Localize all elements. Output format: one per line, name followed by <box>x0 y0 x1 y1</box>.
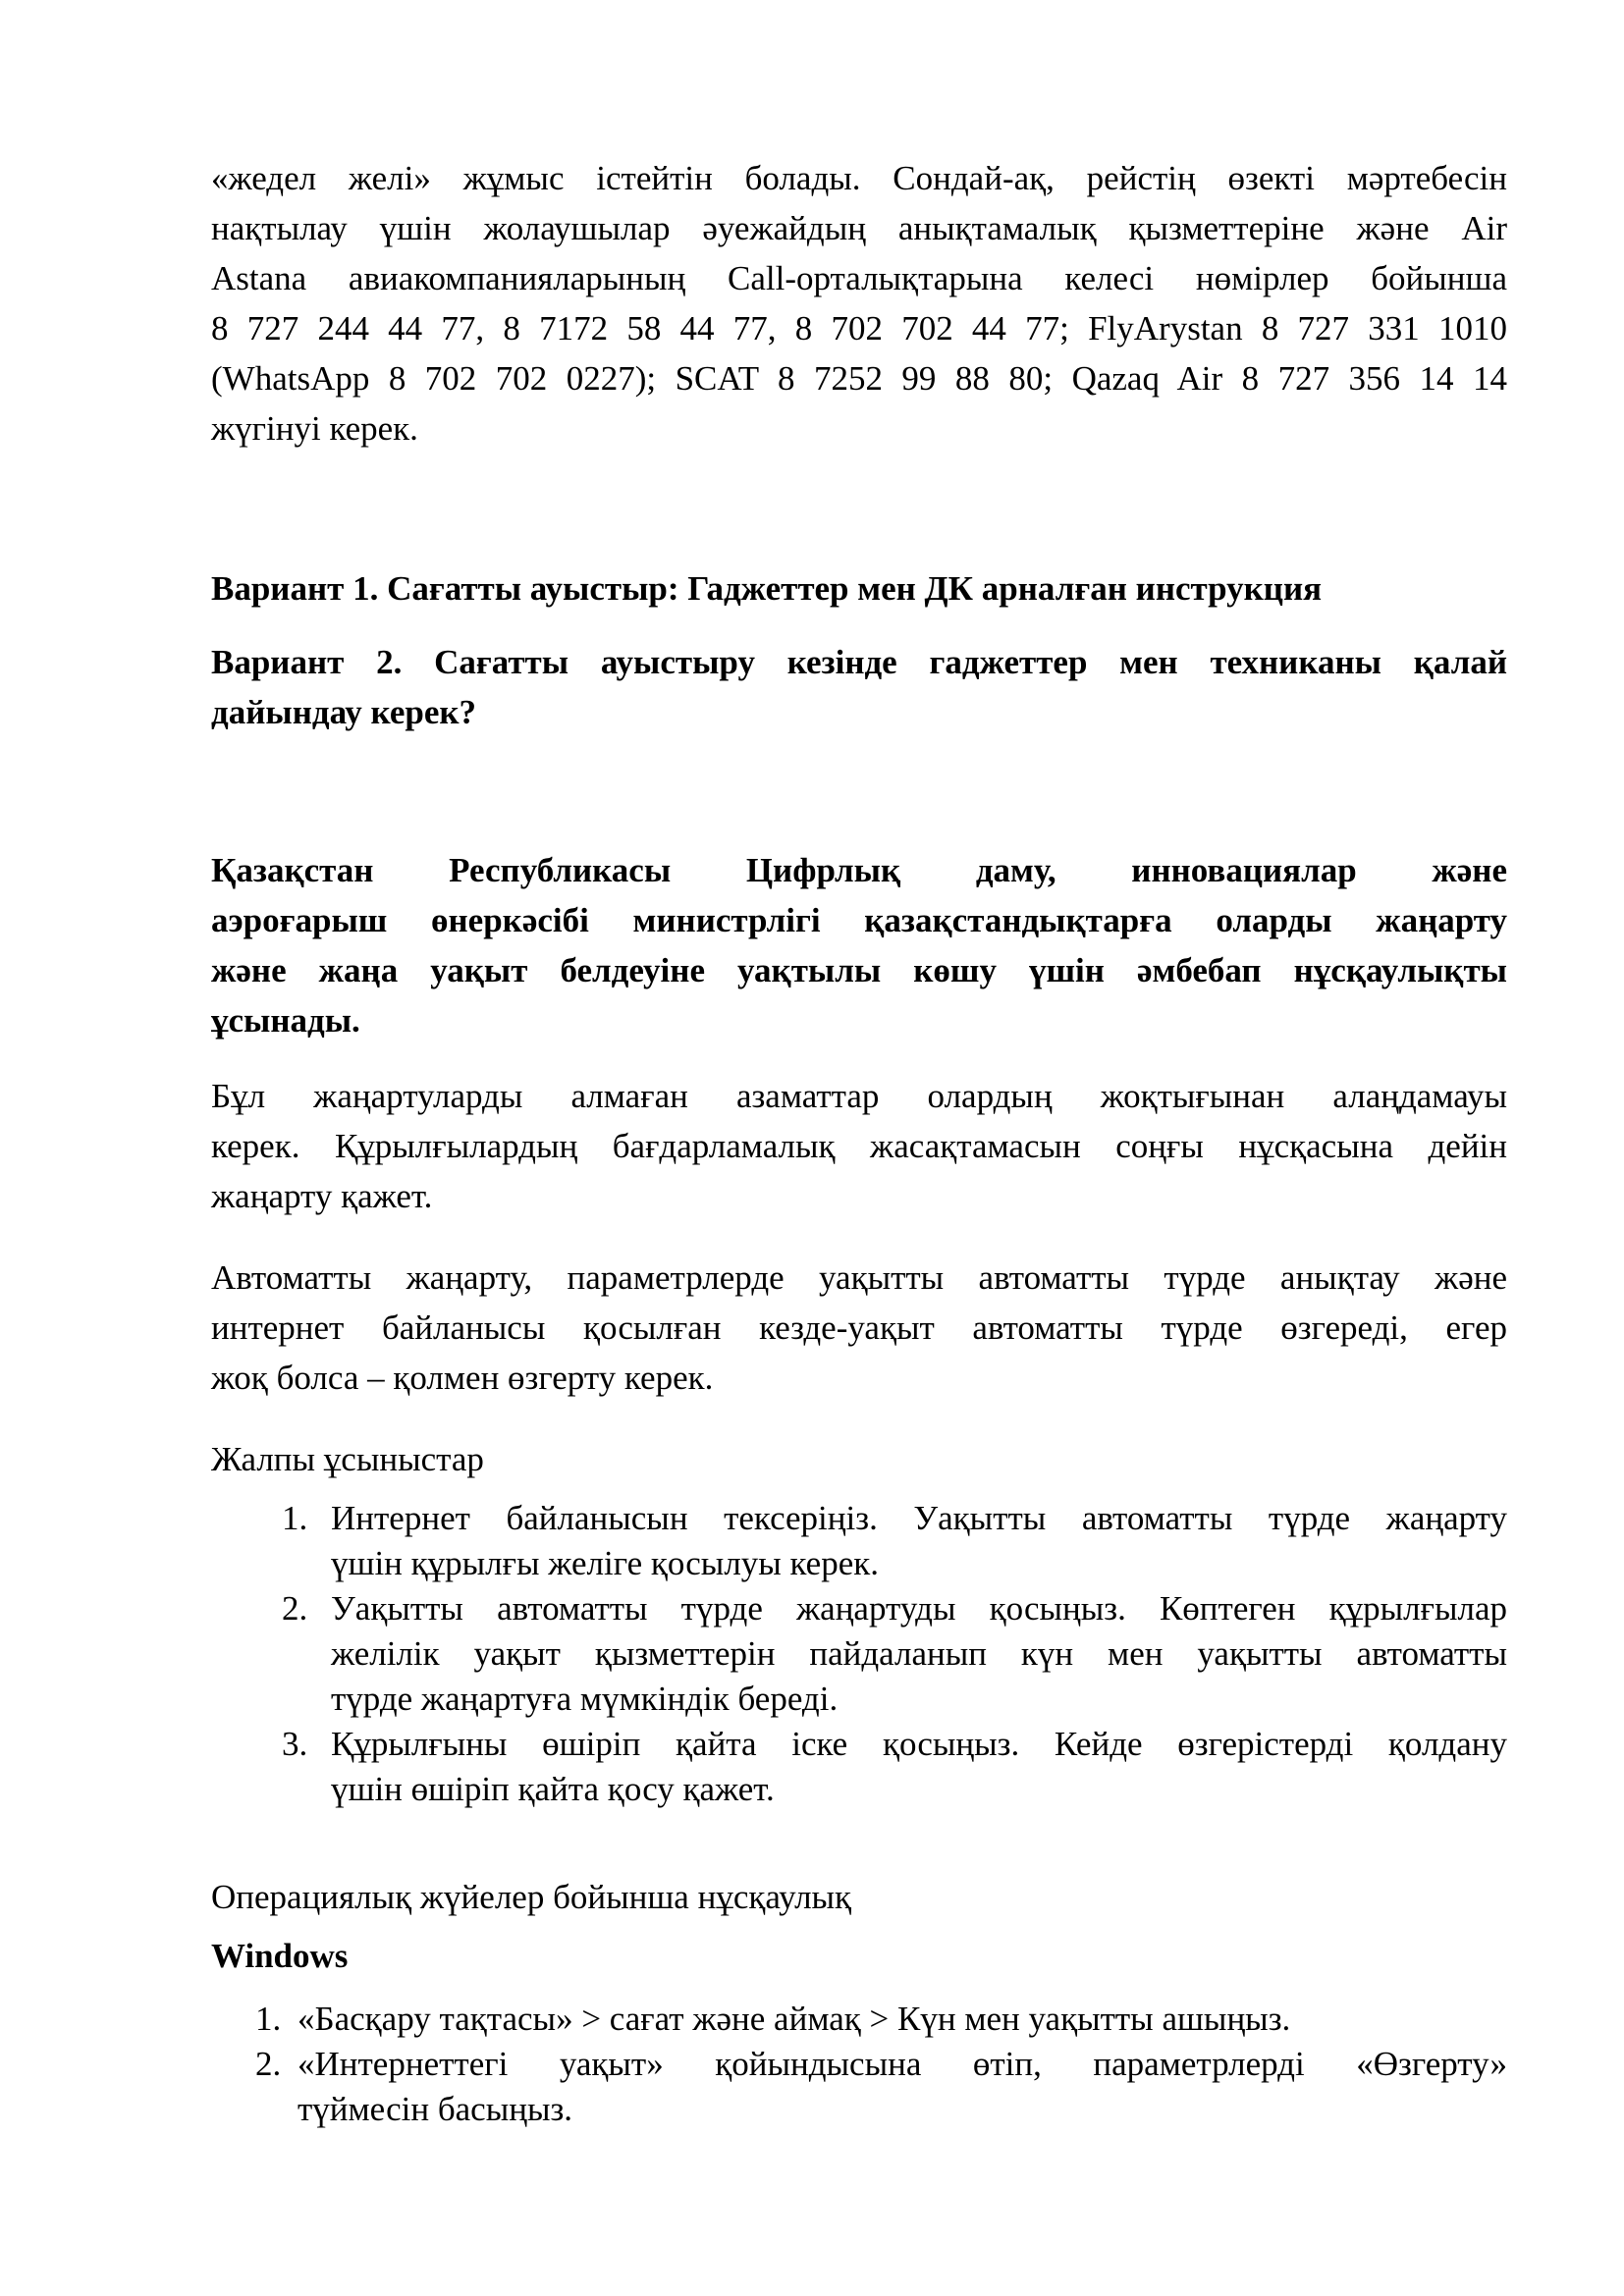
paragraph-ministry <box>211 845 1507 1045</box>
text-line: (WhatsApp 8 702 702 0227); SCAT 8 7252 99 88 80; Qazaq Air 8 727 356 14 14 <box>211 359 1507 398</box>
windows-steps-list <box>211 1997 1507 2132</box>
text-line: Жалпы ұсыныстар <box>211 1440 484 1478</box>
heading-os-guide <box>211 1872 1507 1922</box>
list-number: 3. <box>282 1725 308 1763</box>
text-line: 8 727 244 44 77, 8 7172 58 44 77, 8 702 702 44 77; FlyArystan 8 727 331 1010 <box>211 309 1507 347</box>
text-line: дайындау керек? <box>211 693 477 731</box>
text-line: «Басқару тақтасы» > сағат және аймақ > Күн мен уақытты ашыңыз. <box>298 2000 1291 2038</box>
text-line: Windows <box>211 1937 349 1975</box>
text-line: жоқ болса – қолмен өзгерту керек. <box>211 1359 714 1397</box>
text-line: және жаңа уақыт белдеуіне уақтылы көшу үшін әмбебап нұсқаулықты <box>211 951 1507 989</box>
paragraph-no-update-worry <box>211 1071 1507 1221</box>
text-line: нақтылау үшін жолаушылар әуежайдың анықтамалық қызметтеріне және Air <box>211 209 1507 247</box>
text-line: аэроғарыш өнеркәсібі министрлігі қазақстандықтарға оларды жаңарту <box>211 901 1507 939</box>
text-line: Құрылғыны өшіріп қайта іске қосыңыз. Кейде өзгерістерді қолдану <box>331 1725 1507 1763</box>
text-line: Вариант 2. Сағатты ауыстыру кезінде гаджеттер мен техниканы қалай <box>211 643 1507 681</box>
text-line: Astana авиакомпанияларының Call-орталықтарына келесі нөмірлер бойынша <box>211 259 1507 297</box>
list-item <box>211 1496 1507 1586</box>
list-item <box>211 2042 1507 2132</box>
heading-general-recommendations <box>211 1434 1507 1484</box>
list-number: 2. <box>282 1589 308 1628</box>
paragraph-flight-hotline <box>211 153 1507 454</box>
text-line: Вариант 1. Сағатты ауыстыр: Гаджеттер мен ДК арналған инструкция <box>211 569 1323 608</box>
text-line: «Интернеттегі уақыт» қойындысына өтіп, параметрлерді «Өзгерту» <box>298 2045 1507 2083</box>
heading-variant-2 <box>211 637 1507 737</box>
text-line: түрде жаңартуға мүмкіндік береді. <box>331 1680 839 1718</box>
list-item <box>211 1997 1507 2042</box>
text-line: Операциялық жүйелер бойынша нұсқаулық <box>211 1878 852 1916</box>
text-line: «жедел желі» жұмыс істейтін болады. Сондай-ақ, рейстің өзекті мәртебесін <box>211 159 1507 197</box>
text-line: ұсынады. <box>211 1001 360 1040</box>
text-line: желілік уақыт қызметтерін пайдаланып күн мен уақытты автоматты <box>331 1634 1507 1673</box>
text-line: Интернет байланысын тексеріңіз. Уақытты автоматты түрде жаңарту <box>331 1499 1507 1537</box>
text-line: интернет байланысы қосылған кезде-уақыт автоматты түрде өзгереді, егер <box>211 1308 1507 1347</box>
text-line: үшін құрылғы желіге қосылуы керек. <box>331 1544 880 1582</box>
list-item <box>211 1586 1507 1722</box>
paragraph-auto-update <box>211 1253 1507 1403</box>
heading-variant-1 <box>211 563 1507 614</box>
text-line: Бұл жаңартуларды алмаған азаматтар олардың жоқтығынан алаңдамауы <box>211 1077 1507 1115</box>
text-line: үшін өшіріп қайта қосу қажет. <box>331 1770 775 1808</box>
text-line: Қазақстан Республикасы Цифрлық даму, инновациялар және <box>211 851 1507 889</box>
general-recommendations-list <box>211 1496 1507 1812</box>
text-line: жаңарту қажет. <box>211 1177 433 1215</box>
text-line: Уақытты автоматты түрде жаңартуды қосыңыз. Көптеген құрылғылар <box>331 1589 1507 1628</box>
list-number: 1. <box>282 1499 308 1537</box>
list-number: 1. <box>255 2000 282 2038</box>
heading-windows <box>211 1931 1507 1981</box>
text-line: керек. Құрылғылардың бағдарламалық жасақтамасын соңғы нұсқасына дейін <box>211 1127 1507 1165</box>
list-number: 2. <box>255 2045 282 2083</box>
text-line: түймесін басыңыз. <box>298 2090 573 2128</box>
text-line: Автоматты жаңарту, параметрлерде уақытты автоматты түрде анықтау және <box>211 1258 1507 1297</box>
list-item <box>211 1722 1507 1812</box>
text-line: жүгінуі керек. <box>211 409 418 448</box>
document-content <box>211 0 1507 2132</box>
